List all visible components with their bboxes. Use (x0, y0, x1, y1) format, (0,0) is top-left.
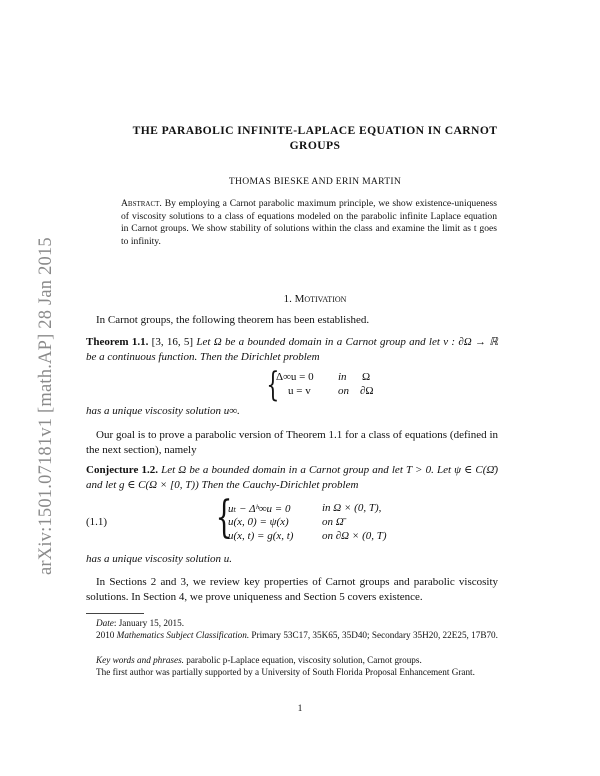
theorem-conclusion: has a unique viscosity solution u∞. (86, 405, 240, 417)
conjecture-eq-3-rhs: on ∂Ω × (0, T) (322, 530, 387, 542)
theorem-eq-1-in: in (338, 371, 347, 383)
footnote-rule (86, 613, 144, 614)
theorem-eq-2-rhs: ∂Ω (360, 385, 374, 397)
section-title: Motivation (294, 293, 347, 305)
abstract-label: Abstract. (121, 198, 162, 209)
date-value: : January 15, 2015. (113, 618, 185, 628)
theorem-eq-2-in: on (338, 385, 349, 397)
date-label: Date (96, 618, 114, 628)
intro-paragraph: In Carnot groups, the following theorem has been established. (96, 314, 370, 326)
abstract (121, 198, 497, 248)
section-heading (95, 293, 535, 305)
footnote-date (86, 617, 498, 629)
theorem-eq-1-rhs: Ω (362, 371, 371, 383)
title-line-1: THE PARABOLIC INFINITE-LAPLACE EQUATION IN CARNOT (132, 124, 498, 137)
brace-theorem: { (266, 365, 280, 405)
theorem-label: Theorem 1.1. (86, 336, 149, 348)
keywords-label: Key words and phrases. (96, 655, 184, 665)
conjecture-label: Conjecture 1.2. (86, 464, 158, 476)
conjecture-block (86, 463, 498, 493)
conjecture-eq-1-lhs: uₜ − Δʰ∞u = 0 (228, 503, 291, 515)
section-number: 1. (283, 293, 292, 305)
goal-paragraph: Our goal is to prove a parabolic version of Theorem 1.1 for a class of equations (defined in the next section), namely (86, 429, 498, 456)
conjecture-conclusion: has a unique viscosity solution u. (86, 553, 233, 565)
abstract-text: By employing a Carnot parabolic maximum principle, we show existence-uniqueness of viscosity solutions to a class of equations modeled on the parabolic infinite Laplace equation in Carnot groups. We show stability of solutions within the class and examine the limit as t goes to infinity. (121, 198, 497, 247)
arxiv-stamp: arXiv:1501.07181v1 [math.AP] 28 Jan 2015 (36, 237, 56, 575)
keywords-value: parabolic p-Laplace equation, viscosity solution, Carnot groups. (183, 655, 422, 665)
conjecture-eq-2-rhs: on Ω̄ (322, 516, 344, 528)
conjecture-eq-2-lhs: u(x, 0) = ψ(x) (228, 516, 289, 528)
theorem-text: Let Ω be a bounded domain in a Carnot group and let v : ∂Ω → ℝ be a continuous function. Then the Dirichlet problem (86, 336, 498, 363)
msc-value: Primary 53C17, 35K65, 35D40; Secondary 35H20, 22E25, 17B70. (249, 630, 498, 640)
theorem-eq-1-lhs: Δ∞u = 0 (276, 371, 314, 383)
footnote-keywords (86, 654, 498, 666)
brace-conjecture: { (215, 492, 233, 543)
theorem-cite: [3, 16, 5] (151, 336, 194, 348)
authors: THOMAS BIESKE AND ERIN MARTIN (228, 176, 402, 187)
paper-title (95, 123, 535, 153)
msc-year: 2010 (96, 630, 115, 640)
equation-number: (1.1) (86, 516, 108, 528)
title-line-2: GROUPS (289, 139, 341, 152)
conjecture-eq-1-rhs: in Ω × (0, T), (322, 502, 382, 514)
theorem-eq-1 (276, 371, 314, 383)
footnote-msc (86, 629, 498, 641)
footnote-support: The first author was partially supported by a University of South Florida Proposal Enhancement Grant. (96, 667, 475, 677)
theorem-block (86, 335, 498, 365)
msc-label: Mathematics Subject Classification. (116, 630, 250, 640)
theorem-eq-2-lhs: u = v (288, 385, 311, 397)
sections-paragraph: In Sections 2 and 3, we review key properties of Carnot groups and parabolic viscosity solutions. In Section 4, we prove uniqueness and Section 5 covers existence. (86, 576, 498, 603)
conjecture-text: Let Ω be a bounded domain in a Carnot group and let T > 0. Let ψ ∈ C(Ω̄) and let g ∈ C(Ω × [0, T)) Then the Cauchy-Dirichlet problem (86, 464, 499, 491)
conjecture-eq-3-lhs: u(x, t) = g(x, t) (228, 530, 294, 542)
page-number: 1 (297, 703, 303, 714)
